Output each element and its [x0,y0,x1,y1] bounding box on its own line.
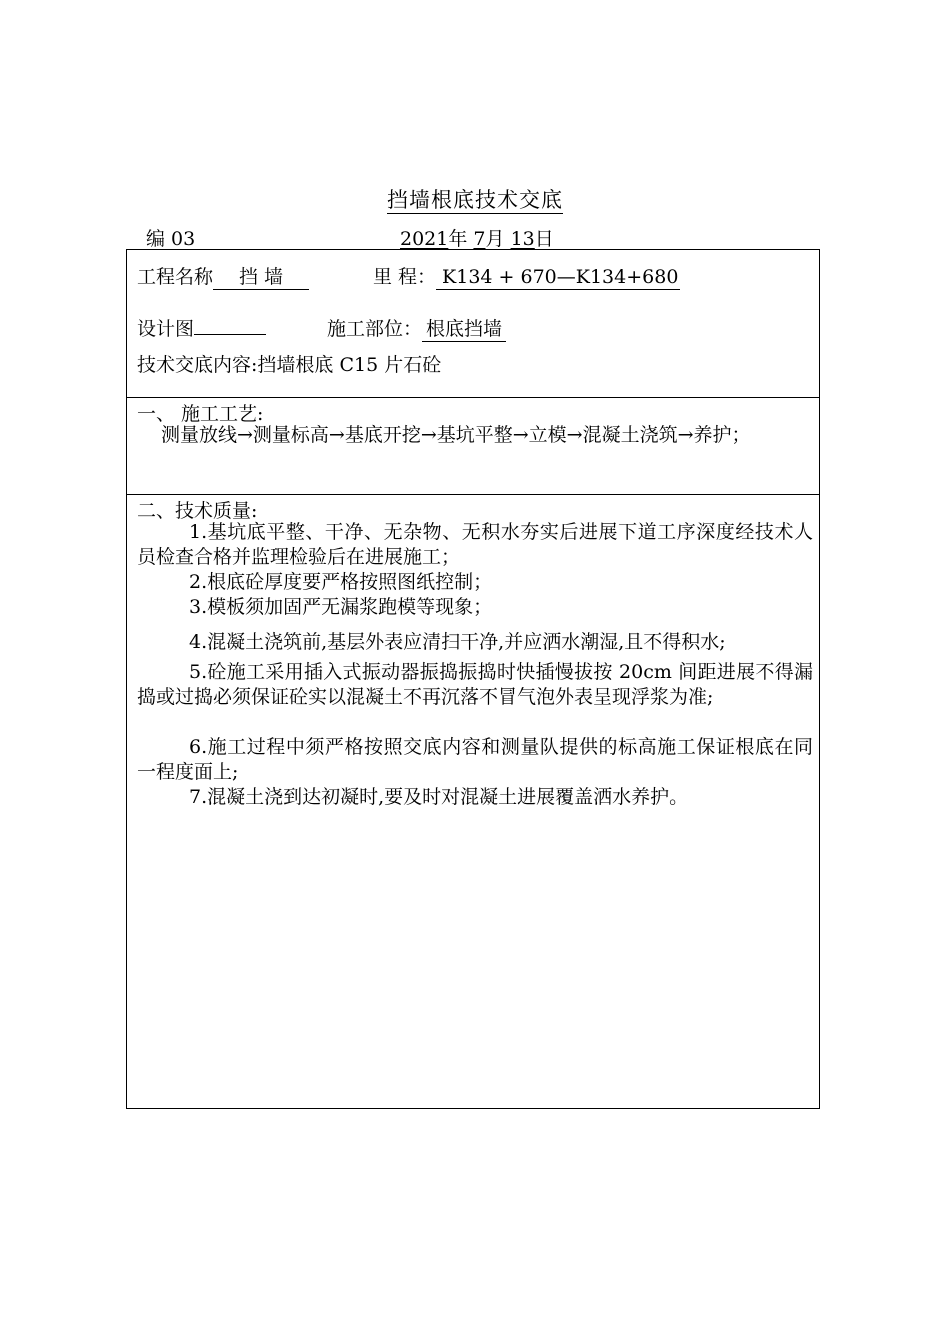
project-name-value: 挡 墙 [213,266,309,290]
quality-item-4: 4.混凝土浇筑前,基层外表应清扫干净,并应洒水潮湿,且不得积水; [189,631,726,653]
mileage-row: 里 程： K134 + 670—K134+680 [373,266,679,288]
header-section [127,250,819,398]
quality-item-2: 2.根底砼厚度要严格按照图纸控制； [189,571,493,593]
process-body: 测量放线→测量标高→基底开挖→基坑平整→立模→混凝土浇筑→养护； [161,424,751,446]
quality-item-5: 5.砼施工采用插入式振动器振捣振捣时快插慢拔按 20cm 间距进展不得漏捣或过捣必须保证砼实以混凝土不再沉落不冒气泡外表呈现浮浆为准; [137,661,813,708]
serial-number: 编 03 [146,228,196,250]
process-heading: 一、 施工工艺: [137,403,264,425]
design-row: 设计图 [137,314,266,341]
design-value [194,334,266,335]
date-month: 7 [473,228,486,250]
quality-item-6: 6.施工过程中须严格按照交底内容和测量队提供的标高施工保证根底在同一程度面上; [137,736,813,783]
content-value: 挡墙根底 C15 片石砼 [257,354,442,376]
content-row: 技术交底内容:挡墙根底 C15 片石砼 [137,354,442,376]
quality-heading: 二、技术质量: [137,500,258,522]
quality-item-3: 3.模板须加固严无漏浆跑模等现象； [189,596,493,618]
project-row: 工程名称 挡 墙 [137,262,309,290]
quality-item-7: 7.混凝土浇到达初凝时,要及时对混凝土进展覆盖洒水养护。 [189,786,689,808]
quality-section [127,494,819,1108]
document-title: 挡墙根底技术交底 [387,188,563,212]
process-section [127,397,819,495]
location-value: 根底挡墙 [422,318,506,342]
date-year: 2021 [400,228,449,250]
disclosure-table [126,249,820,1109]
date-day: 13 [510,228,535,250]
quality-item-1: 1.基坑底平整、干净、无杂物、无积水夯实后进展下道工序深度经技术人员检查合格并监理检验后在进展施工； [137,521,813,568]
document-date: 2021年 7月 13日 [400,228,554,250]
location-row: 施工部位： 根底挡墙 [327,314,506,342]
mileage-value: K134 + 670—K134+680 [436,266,680,290]
